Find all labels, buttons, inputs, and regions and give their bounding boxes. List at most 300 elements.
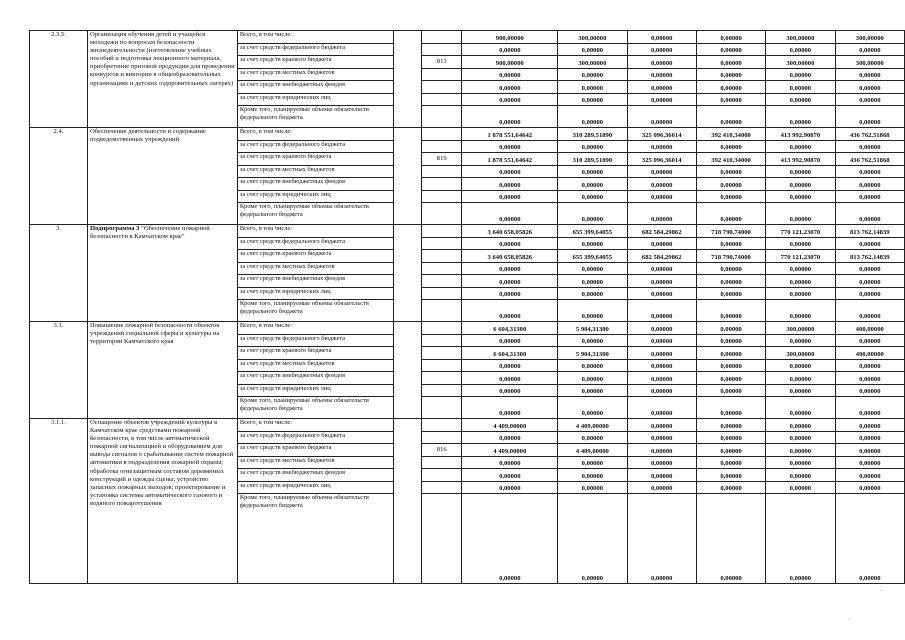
budget-code (422, 334, 462, 347)
funding-source: за счет средств местных бюджетов (237, 262, 393, 275)
amount-cell: 0,00000 (627, 275, 696, 288)
amount-cell: 0,00000 (835, 359, 904, 372)
amount-cell: 0,00000 (766, 469, 835, 482)
amount-cell: 0,00000 (696, 431, 765, 444)
amount-cell: 0,00000 (766, 431, 835, 444)
amount-cell: 0,00000 (627, 494, 696, 584)
amount-cell: 0,00000 (558, 384, 627, 397)
budget-code: 813 (422, 56, 462, 69)
amount-cell: 0,00000 (835, 300, 904, 322)
amount-cell: 0,00000 (558, 334, 627, 347)
amount-cell: 0,00000 (462, 275, 558, 288)
amount-cell: 0,00000 (696, 68, 765, 81)
amount-cell: 0,00000 (627, 397, 696, 419)
amount-cell: 0,00000 (696, 481, 765, 494)
funding-source: Всего, в том числе: (237, 322, 393, 335)
amount-cell: 0,00000 (558, 93, 627, 106)
amount-cell: 0,00000 (558, 178, 627, 191)
budget-code (422, 347, 462, 360)
amount-cell: 0,00000 (696, 397, 765, 419)
amount-cell: 655 399,64055 (558, 250, 627, 263)
amount-cell: 0,00000 (462, 359, 558, 372)
amount-cell: 0,00000 (627, 56, 696, 69)
amount-cell: 900,00000 (462, 56, 558, 69)
amount-cell: 0,00000 (696, 81, 765, 94)
amount-cell: 0,00000 (627, 93, 696, 106)
table-row (30, 128, 905, 141)
amount-cell: 0,00000 (558, 165, 627, 178)
amount-cell: 4 409,00000 (558, 419, 627, 432)
amount-cell: 0,00000 (627, 106, 696, 128)
amount-cell: 0,00000 (558, 262, 627, 275)
amount-cell: 0,00000 (696, 469, 765, 482)
funding-source: за счет средств краевого бюджета (237, 347, 393, 360)
funding-source: за счет средств юридических лиц (237, 384, 393, 397)
amount-cell: 0,00000 (462, 190, 558, 203)
budget-code (422, 81, 462, 94)
amount-cell: 682 584,29862 (627, 225, 696, 238)
amount-cell: 0,00000 (627, 481, 696, 494)
amount-cell: 392 410,34000 (696, 153, 765, 166)
budget-code (422, 372, 462, 385)
amount-cell: 4 409,00000 (462, 419, 558, 432)
amount-cell: 0,00000 (627, 262, 696, 275)
budget-code (422, 275, 462, 288)
budget-code (422, 359, 462, 372)
amount-cell: 5 904,31300 (558, 322, 627, 335)
amount-cell: 0,00000 (696, 262, 765, 275)
funding-source: за счет средств местных бюджетов (237, 456, 393, 469)
amount-cell: 0,00000 (462, 81, 558, 94)
amount-cell: 0,00000 (627, 444, 696, 457)
budget-code (422, 225, 462, 238)
amount-cell: 0,00000 (462, 140, 558, 153)
amount-cell: 770 121,23070 (766, 225, 835, 238)
funding-source: за счет средств внебюджетных фондов (237, 178, 393, 191)
funding-source: за счет средств местных бюджетов (237, 165, 393, 178)
funding-source: за счет средств краевого бюджета (237, 444, 393, 457)
amount-cell: 0,00000 (766, 93, 835, 106)
amount-cell: 0,00000 (766, 481, 835, 494)
amount-cell: 0,00000 (835, 372, 904, 385)
amount-cell: 0,00000 (558, 287, 627, 300)
amount-cell: 413 992,90870 (766, 153, 835, 166)
budget-code (422, 43, 462, 56)
amount-cell: 0,00000 (627, 81, 696, 94)
amount-cell: 0,00000 (835, 481, 904, 494)
amount-cell: 300,00000 (835, 56, 904, 69)
funding-source: за счет средств федерального бюджета (237, 140, 393, 153)
amount-cell: 3 640 658,05826 (462, 250, 558, 263)
budget-code: 816 (422, 444, 462, 457)
amount-cell: 0,00000 (766, 237, 835, 250)
amount-cell: 0,00000 (462, 431, 558, 444)
amount-cell: 0,00000 (558, 481, 627, 494)
amount-cell: 0,00000 (835, 444, 904, 457)
budget-code (422, 128, 462, 141)
amount-cell: 0,00000 (462, 481, 558, 494)
amount-cell: 4 409,00000 (462, 444, 558, 457)
amount-cell: 0,00000 (558, 372, 627, 385)
amount-cell: 0,00000 (627, 431, 696, 444)
amount-cell: 0,00000 (766, 178, 835, 191)
amount-cell: 0,00000 (558, 494, 627, 584)
amount-cell: 3 640 658,05826 (462, 225, 558, 238)
amount-cell: 0,00000 (766, 190, 835, 203)
amount-cell: 0,00000 (835, 456, 904, 469)
funding-source: за счет средств местных бюджетов (237, 68, 393, 81)
amount-cell: 0,00000 (462, 203, 558, 225)
budget-code (422, 287, 462, 300)
amount-cell: 0,00000 (766, 165, 835, 178)
amount-cell: 0,00000 (766, 262, 835, 275)
budget-code (422, 384, 462, 397)
amount-cell: 0,00000 (462, 165, 558, 178)
amount-cell: 900,00000 (462, 31, 558, 44)
amount-cell: 0,00000 (558, 140, 627, 153)
amount-cell: 0,00000 (696, 300, 765, 322)
amount-cell: 0,00000 (835, 81, 904, 94)
amount-cell: 0,00000 (835, 140, 904, 153)
amount-cell: 0,00000 (558, 203, 627, 225)
amount-cell: 770 121,23070 (766, 250, 835, 263)
amount-cell: 0,00000 (696, 237, 765, 250)
budget-code (422, 419, 462, 432)
amount-cell: 300,00000 (766, 56, 835, 69)
budget-table (29, 30, 905, 584)
amount-cell: 0,00000 (766, 43, 835, 56)
amount-cell: 325 096,36014 (627, 128, 696, 141)
amount-cell: 0,00000 (835, 178, 904, 191)
amount-cell: 0,00000 (696, 31, 765, 44)
amount-cell: 0,00000 (462, 334, 558, 347)
amount-cell: 400,00000 (835, 322, 904, 335)
funding-source: за счет средств федерального бюджета (237, 43, 393, 56)
budget-code (422, 190, 462, 203)
amount-cell: 0,00000 (766, 456, 835, 469)
code-column (393, 419, 421, 584)
amount-cell: 0,00000 (558, 106, 627, 128)
amount-cell: 0,00000 (558, 237, 627, 250)
amount-cell: 0,00000 (835, 93, 904, 106)
amount-cell: 300,00000 (558, 56, 627, 69)
amount-cell: 0,00000 (696, 372, 765, 385)
budget-code (422, 300, 462, 322)
item-name: Подпрограмма 3 "Обеспечение пожарной безопасности в Камчатском крае" (88, 225, 238, 322)
item-index: 2.3.5. (30, 31, 88, 128)
amount-cell: 0,00000 (462, 300, 558, 322)
amount-cell: 436 762,51868 (835, 153, 904, 166)
amount-cell: 0,00000 (627, 469, 696, 482)
funding-source: за счет средств краевого бюджета (237, 250, 393, 263)
amount-cell: 0,00000 (627, 372, 696, 385)
amount-cell: 0,00000 (627, 43, 696, 56)
amount-cell: 392 410,34000 (696, 128, 765, 141)
amount-cell: 0,00000 (627, 300, 696, 322)
amount-cell: 813 762,14839 (835, 225, 904, 238)
amount-cell: 0,00000 (462, 397, 558, 419)
budget-code (422, 397, 462, 419)
amount-cell: 0,00000 (696, 456, 765, 469)
funding-source: Кроме того, планируемые объемы обязательств федерального бюджета (237, 494, 393, 584)
funding-source: за счет средств федерального бюджета (237, 334, 393, 347)
amount-cell: 0,00000 (558, 190, 627, 203)
funding-source: Кроме того, планируемые объемы обязательств федерального бюджета (237, 397, 393, 419)
amount-cell: 0,00000 (696, 56, 765, 69)
item-index: 3. (30, 225, 88, 322)
code-column (393, 128, 421, 225)
amount-cell: 0,00000 (835, 275, 904, 288)
amount-cell: 0,00000 (835, 494, 904, 584)
amount-cell: 0,00000 (835, 469, 904, 482)
amount-cell: 0,00000 (766, 300, 835, 322)
amount-cell: 300,00000 (766, 31, 835, 44)
budget-table-body (30, 31, 905, 584)
amount-cell: 0,00000 (835, 419, 904, 432)
amount-cell: 655 399,64055 (558, 225, 627, 238)
amount-cell: 0,00000 (766, 397, 835, 419)
amount-cell: 300,00000 (558, 31, 627, 44)
amount-cell: 718 790,74000 (696, 225, 765, 238)
amount-cell: 0,00000 (766, 334, 835, 347)
amount-cell: 0,00000 (558, 431, 627, 444)
budget-code (422, 165, 462, 178)
budget-code (422, 262, 462, 275)
subprogram-label: Подпрограмма 3 (90, 225, 140, 232)
amount-cell: 0,00000 (558, 456, 627, 469)
amount-cell: 0,00000 (462, 93, 558, 106)
funding-source: за счет средств местных бюджетов (237, 359, 393, 372)
amount-cell: 0,00000 (766, 444, 835, 457)
amount-cell: 0,00000 (558, 469, 627, 482)
amount-cell: 0,00000 (627, 178, 696, 191)
amount-cell: 0,00000 (627, 347, 696, 360)
amount-cell: 0,00000 (696, 494, 765, 584)
amount-cell: 0,00000 (696, 106, 765, 128)
amount-cell: 0,00000 (627, 287, 696, 300)
amount-cell: 0,00000 (696, 384, 765, 397)
amount-cell: 0,00000 (627, 140, 696, 153)
budget-code (422, 469, 462, 482)
table-row (30, 419, 905, 432)
funding-source: за счет средств юридических лиц (237, 190, 393, 203)
amount-cell: 682 584,29862 (627, 250, 696, 263)
amount-cell: 0,00000 (835, 237, 904, 250)
amount-cell: 0,00000 (627, 384, 696, 397)
budget-code (422, 68, 462, 81)
item-index: 2.4. (30, 128, 88, 225)
funding-source: за счет средств краевого бюджета (237, 153, 393, 166)
amount-cell: 0,00000 (835, 431, 904, 444)
amount-cell: 0,00000 (462, 287, 558, 300)
amount-cell: 413 992,90870 (766, 128, 835, 141)
amount-cell: 0,00000 (766, 372, 835, 385)
funding-source: за счет средств краевого бюджета (237, 56, 393, 69)
amount-cell: 0,00000 (627, 165, 696, 178)
amount-cell: 718 790,74000 (696, 250, 765, 263)
amount-cell: 0,00000 (462, 68, 558, 81)
amount-cell: 300,00000 (766, 322, 835, 335)
funding-source: за счет средств федерального бюджета (237, 431, 393, 444)
item-name: Обеспечение деятельности и содержание подведомственных учреждений (88, 128, 238, 225)
funding-source: за счет средств юридических лиц (237, 481, 393, 494)
amount-cell: 0,00000 (835, 287, 904, 300)
funding-source: за счет средств федерального бюджета (237, 237, 393, 250)
amount-cell: 0,00000 (766, 275, 835, 288)
budget-code (422, 431, 462, 444)
funding-source: Кроме того, планируемые объемы обязательств федерального бюджета (237, 106, 393, 128)
amount-cell: 0,00000 (558, 275, 627, 288)
amount-cell: 1 878 551,64642 (462, 153, 558, 166)
table-row (30, 31, 905, 44)
scan-speck: · (880, 588, 882, 595)
amount-cell: 0,00000 (835, 203, 904, 225)
amount-cell: 0,00000 (627, 334, 696, 347)
amount-cell: 0,00000 (696, 334, 765, 347)
funding-source: за счет средств внебюджетных фондов (237, 469, 393, 482)
amount-cell: 0,00000 (696, 322, 765, 335)
amount-cell: 0,00000 (696, 190, 765, 203)
amount-cell: 0,00000 (696, 287, 765, 300)
amount-cell: 0,00000 (462, 372, 558, 385)
amount-cell: 0,00000 (627, 203, 696, 225)
funding-source: Кроме того, планируемые объемы обязательств федерального бюджета (237, 203, 393, 225)
amount-cell: 0,00000 (766, 494, 835, 584)
amount-cell: 0,00000 (766, 140, 835, 153)
funding-source: за счет средств внебюджетных фондов (237, 275, 393, 288)
budget-code (422, 481, 462, 494)
amount-cell: 0,00000 (627, 322, 696, 335)
budget-code (422, 106, 462, 128)
amount-cell: 0,00000 (558, 300, 627, 322)
amount-cell: 0,00000 (462, 262, 558, 275)
amount-cell: 0,00000 (558, 397, 627, 419)
amount-cell: 0,00000 (558, 43, 627, 56)
amount-cell: 0,00000 (627, 31, 696, 44)
funding-source: Всего, в том числе: (237, 128, 393, 141)
amount-cell: 0,00000 (462, 456, 558, 469)
funding-source: за счет средств внебюджетных фондов (237, 81, 393, 94)
amount-cell: 0,00000 (835, 190, 904, 203)
amount-cell: 400,00000 (835, 347, 904, 360)
item-name: Организация обучения детей и учащейся молодежи по вопросам безопасности жизнедеятельности (изготовление учебных пособий и подготовка лекционного материала, приобретение призовой продукции для проведения конкурсов и викторин в общеобразовательных организациях и детских оздоровительных лагерях) (88, 31, 238, 128)
budget-code (422, 31, 462, 44)
item-index: 3.1.1. (30, 419, 88, 584)
code-column (393, 322, 421, 419)
scan-speck: · (848, 617, 850, 624)
amount-cell: 310 289,51890 (558, 153, 627, 166)
amount-cell: 0,00000 (766, 81, 835, 94)
funding-source: за счет средств юридических лиц (237, 287, 393, 300)
amount-cell: 0,00000 (696, 178, 765, 191)
budget-code (422, 237, 462, 250)
amount-cell: 0,00000 (627, 237, 696, 250)
amount-cell: 325 096,36014 (627, 153, 696, 166)
amount-cell: 0,00000 (462, 178, 558, 191)
amount-cell: 1 878 551,64642 (462, 128, 558, 141)
amount-cell: 0,00000 (696, 275, 765, 288)
amount-cell: 0,00000 (835, 106, 904, 128)
amount-cell: 0,00000 (558, 81, 627, 94)
amount-cell: 0,00000 (766, 106, 835, 128)
code-column (393, 31, 421, 128)
budget-code (422, 203, 462, 225)
amount-cell: 0,00000 (835, 68, 904, 81)
amount-cell: 0,00000 (558, 359, 627, 372)
table-row (30, 322, 905, 335)
amount-cell: 0,00000 (627, 190, 696, 203)
budget-code (422, 456, 462, 469)
amount-cell: 0,00000 (835, 397, 904, 419)
amount-cell: 4 409,00000 (558, 444, 627, 457)
amount-cell: 0,00000 (462, 43, 558, 56)
amount-cell: 300,00000 (766, 347, 835, 360)
amount-cell: 0,00000 (766, 68, 835, 81)
amount-cell: 310 289,51890 (558, 128, 627, 141)
table-row (30, 225, 905, 238)
amount-cell: 0,00000 (696, 359, 765, 372)
item-index: 3.1. (30, 322, 88, 419)
amount-cell: 0,00000 (835, 43, 904, 56)
amount-cell: 0,00000 (462, 106, 558, 128)
amount-cell: 0,00000 (696, 93, 765, 106)
amount-cell: 0,00000 (766, 419, 835, 432)
amount-cell: 0,00000 (627, 456, 696, 469)
amount-cell: 0,00000 (835, 165, 904, 178)
amount-cell: 0,00000 (766, 287, 835, 300)
budget-code (422, 494, 462, 584)
amount-cell: 0,00000 (696, 419, 765, 432)
funding-source: Всего, в том числе: (237, 225, 393, 238)
funding-source: за счет средств юридических лиц (237, 93, 393, 106)
amount-cell: 0,00000 (558, 68, 627, 81)
funding-source: Кроме того, планируемые объемы обязательств федерального бюджета (237, 300, 393, 322)
budget-code (422, 178, 462, 191)
amount-cell: 0,00000 (696, 444, 765, 457)
amount-cell: 0,00000 (462, 384, 558, 397)
amount-cell: 0,00000 (462, 494, 558, 584)
code-column (393, 225, 421, 322)
amount-cell: 0,00000 (462, 237, 558, 250)
funding-source: Всего, в том числе: (237, 419, 393, 432)
amount-cell: 0,00000 (627, 419, 696, 432)
amount-cell: 0,00000 (835, 334, 904, 347)
amount-cell: 5 904,31300 (558, 347, 627, 360)
amount-cell: 0,00000 (627, 68, 696, 81)
amount-cell: 6 604,31300 (462, 322, 558, 335)
budget-code: 819 (422, 153, 462, 166)
amount-cell: 0,00000 (835, 384, 904, 397)
item-name: Оснащение объектов учреждений культуры в Камчатском крае средствами пожарной безопасности, в том числе автоматической пожарной сигнализацией и оборудованием для вывода сигналов о срабатывании систем пожарной автоматики в подразделения пожарной охраны; обработка огнезащитным составом деревянных конструкций и одежды сцены; устройство запасных пожарных выходов; проектирование и установка системы автоматического газового и водяного пожаротушения (88, 419, 238, 584)
amount-cell: 0,00000 (696, 43, 765, 56)
amount-cell: 0,00000 (627, 359, 696, 372)
amount-cell: 0,00000 (696, 140, 765, 153)
amount-cell: 300,00000 (835, 31, 904, 44)
amount-cell: 813 762,14839 (835, 250, 904, 263)
amount-cell: 0,00000 (696, 165, 765, 178)
funding-source: за счет средств внебюджетных фондов (237, 372, 393, 385)
budget-code (422, 250, 462, 263)
budget-code (422, 322, 462, 335)
amount-cell: 0,00000 (766, 359, 835, 372)
amount-cell: 0,00000 (766, 384, 835, 397)
amount-cell: 0,00000 (766, 203, 835, 225)
budget-code (422, 93, 462, 106)
funding-source: Всего, в том числе: (237, 31, 393, 44)
amount-cell: 0,00000 (696, 347, 765, 360)
amount-cell: 0,00000 (835, 262, 904, 275)
amount-cell: 0,00000 (696, 203, 765, 225)
